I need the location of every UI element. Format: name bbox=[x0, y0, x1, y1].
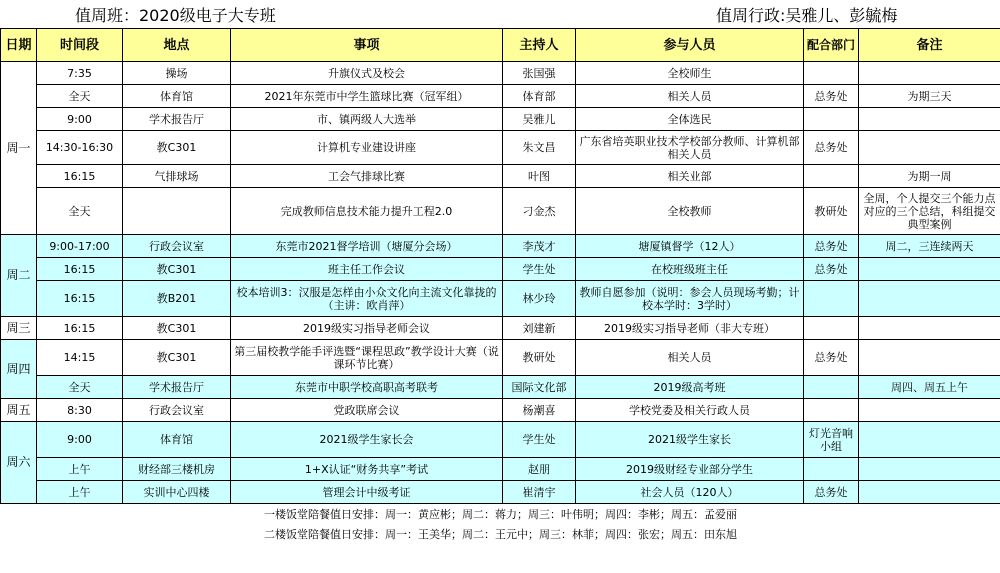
table-row bbox=[1, 458, 1000, 481]
time-cell: 全天 bbox=[37, 376, 123, 399]
dept-cell: 教研处 bbox=[804, 188, 859, 235]
header-bar bbox=[0, 0, 1000, 28]
table-row bbox=[1, 422, 1000, 458]
dept-cell bbox=[804, 458, 859, 481]
people-cell: 相关人员 bbox=[576, 85, 804, 108]
col-header-date: 日期 bbox=[1, 29, 37, 62]
dept-cell: 总务处 bbox=[804, 258, 859, 281]
place-cell: 行政会议室 bbox=[123, 399, 231, 422]
host-cell: 杨潮喜 bbox=[503, 399, 576, 422]
note-cell bbox=[859, 458, 1000, 481]
place-cell: 教C301 bbox=[123, 317, 231, 340]
time-cell: 全天 bbox=[37, 188, 123, 235]
people-cell: 在校班级班主任 bbox=[576, 258, 804, 281]
duty-admin-label: 值周行政:吴雅儿、彭毓梅 bbox=[716, 6, 898, 25]
item-cell: 计算机专业建设讲座 bbox=[231, 131, 503, 165]
people-cell: 相关人员 bbox=[576, 340, 804, 376]
item-cell: 管理会计中级考证 bbox=[231, 481, 503, 504]
schedule-table bbox=[0, 28, 1000, 544]
table-row bbox=[1, 62, 1000, 85]
time-cell: 7:35 bbox=[37, 62, 123, 85]
place-cell: 操场 bbox=[123, 62, 231, 85]
table-row bbox=[1, 235, 1000, 258]
item-cell: 第三届校教学能手评选暨“课程思政”教学设计大赛（说课环节比赛） bbox=[231, 340, 503, 376]
host-cell: 吴雅儿 bbox=[503, 108, 576, 131]
dept-cell: 总务处 bbox=[804, 131, 859, 165]
people-cell: 教师自愿参加（说明：参会人员现场考勤；计校本学时：3学时） bbox=[576, 281, 804, 317]
col-header-place: 地点 bbox=[123, 29, 231, 62]
note-cell bbox=[859, 399, 1000, 422]
note-cell bbox=[859, 481, 1000, 504]
duty-class-label: 值周班：2020级电子大专班 bbox=[75, 6, 276, 25]
place-cell: 教B201 bbox=[123, 281, 231, 317]
people-cell: 2021级学生家长 bbox=[576, 422, 804, 458]
note-cell bbox=[859, 131, 1000, 165]
day-cell: 周六 bbox=[1, 422, 37, 504]
table-row bbox=[1, 131, 1000, 165]
dept-cell bbox=[804, 376, 859, 399]
time-cell: 16:15 bbox=[37, 317, 123, 340]
people-cell: 广东省培英职业技术学校部分教师、计算机部相关人员 bbox=[576, 131, 804, 165]
dept-cell bbox=[804, 399, 859, 422]
people-cell: 学校党委及相关行政人员 bbox=[576, 399, 804, 422]
item-cell: 工会气排球比赛 bbox=[231, 165, 503, 188]
place-cell: 学术报告厅 bbox=[123, 108, 231, 131]
col-header-note: 备注 bbox=[859, 29, 1000, 62]
table-row bbox=[1, 85, 1000, 108]
place-cell: 教C301 bbox=[123, 340, 231, 376]
table-row bbox=[1, 481, 1000, 504]
dept-cell: 灯光音响小组 bbox=[804, 422, 859, 458]
place-cell: 体育馆 bbox=[123, 422, 231, 458]
host-cell: 李茂才 bbox=[503, 235, 576, 258]
item-cell: 1+X认证“财务共享”考试 bbox=[231, 458, 503, 481]
time-cell: 9:00-17:00 bbox=[37, 235, 123, 258]
place-cell: 体育馆 bbox=[123, 85, 231, 108]
host-cell: 教研处 bbox=[503, 340, 576, 376]
time-cell: 9:00 bbox=[37, 108, 123, 131]
item-cell: 党政联席会议 bbox=[231, 399, 503, 422]
host-cell: 林少玲 bbox=[503, 281, 576, 317]
time-cell: 全天 bbox=[37, 85, 123, 108]
table-row bbox=[1, 376, 1000, 399]
item-cell: 2021级学生家长会 bbox=[231, 422, 503, 458]
place-cell: 行政会议室 bbox=[123, 235, 231, 258]
people-cell: 全校师生 bbox=[576, 62, 804, 85]
time-cell: 16:15 bbox=[37, 281, 123, 317]
item-cell: 2021年东莞市中学生篮球比赛（冠军组） bbox=[231, 85, 503, 108]
time-cell: 16:15 bbox=[37, 258, 123, 281]
place-cell bbox=[123, 188, 231, 235]
dept-cell: 总务处 bbox=[804, 340, 859, 376]
people-cell: 社会人员（120人） bbox=[576, 481, 804, 504]
col-header-people: 参与人员 bbox=[576, 29, 804, 62]
host-cell: 叶图 bbox=[503, 165, 576, 188]
note-cell: 全周，个人提交三个能力点对应的三个总结，科组提交典型案例 bbox=[859, 188, 1000, 235]
people-cell: 相关业部 bbox=[576, 165, 804, 188]
table-header-row bbox=[1, 29, 1000, 62]
dept-cell: 总务处 bbox=[804, 85, 859, 108]
canteen-floor1-duty: 一楼饭堂陪餐值日安排：周一：黄应彬；周二：蒋力；周三：叶伟明；周四：李彬；周五：孟爱丽 bbox=[1, 504, 1000, 525]
dept-cell bbox=[804, 281, 859, 317]
host-cell: 崔清宇 bbox=[503, 481, 576, 504]
people-cell: 2019级财经专业部分学生 bbox=[576, 458, 804, 481]
time-cell: 14:15 bbox=[37, 340, 123, 376]
note-cell: 为期三天 bbox=[859, 85, 1000, 108]
dept-cell: 总务处 bbox=[804, 235, 859, 258]
item-cell: 东莞市2021督学培训（塘厦分会场） bbox=[231, 235, 503, 258]
place-cell: 财经部三楼机房 bbox=[123, 458, 231, 481]
note-cell bbox=[859, 281, 1000, 317]
host-cell: 张国强 bbox=[503, 62, 576, 85]
item-cell: 班主任工作会议 bbox=[231, 258, 503, 281]
host-cell: 刘建新 bbox=[503, 317, 576, 340]
place-cell: 实训中心四楼 bbox=[123, 481, 231, 504]
people-cell: 2019级高考班 bbox=[576, 376, 804, 399]
table-row bbox=[1, 340, 1000, 376]
col-header-host: 主持人 bbox=[503, 29, 576, 62]
day-cell: 周三 bbox=[1, 317, 37, 340]
table-row bbox=[1, 188, 1000, 235]
day-cell: 周二 bbox=[1, 235, 37, 317]
place-cell: 气排球场 bbox=[123, 165, 231, 188]
host-cell: 体育部 bbox=[503, 85, 576, 108]
note-cell: 周四、周五上午 bbox=[859, 376, 1000, 399]
host-cell: 学生处 bbox=[503, 258, 576, 281]
day-cell: 周五 bbox=[1, 399, 37, 422]
item-cell: 2019级实习指导老师会议 bbox=[231, 317, 503, 340]
host-cell: 学生处 bbox=[503, 422, 576, 458]
place-cell: 学术报告厅 bbox=[123, 376, 231, 399]
dept-cell bbox=[804, 108, 859, 131]
place-cell: 教C301 bbox=[123, 258, 231, 281]
note-cell bbox=[859, 108, 1000, 131]
note-cell: 周二，三连续两天 bbox=[859, 235, 1000, 258]
canteen-floor2-duty: 二楼饭堂陪餐值日安排：周一：王美华；周二：王元中；周三：林菲；周四：张宏；周五：田东旭 bbox=[1, 524, 1000, 544]
dept-cell bbox=[804, 62, 859, 85]
item-cell: 市、镇两级人大选举 bbox=[231, 108, 503, 131]
host-cell: 刁金杰 bbox=[503, 188, 576, 235]
table-row bbox=[1, 108, 1000, 131]
col-header-time: 时间段 bbox=[37, 29, 123, 62]
people-cell: 2019级实习指导老师（非大专班） bbox=[576, 317, 804, 340]
item-cell: 校本培训3：汉服是怎样由小众文化向主流文化靠拢的（主讲：欧肖萍） bbox=[231, 281, 503, 317]
time-cell: 上午 bbox=[37, 481, 123, 504]
note-cell bbox=[859, 62, 1000, 85]
col-header-dept: 配合部门 bbox=[804, 29, 859, 62]
people-cell: 塘厦镇督学（12人） bbox=[576, 235, 804, 258]
table-row bbox=[1, 281, 1000, 317]
time-cell: 9:00 bbox=[37, 422, 123, 458]
table-row bbox=[1, 258, 1000, 281]
dept-cell bbox=[804, 165, 859, 188]
people-cell: 全体选民 bbox=[576, 108, 804, 131]
people-cell: 全校教师 bbox=[576, 188, 804, 235]
time-cell: 上午 bbox=[37, 458, 123, 481]
day-cell: 周一 bbox=[1, 62, 37, 235]
dept-cell bbox=[804, 317, 859, 340]
note-cell bbox=[859, 258, 1000, 281]
dept-cell: 总务处 bbox=[804, 481, 859, 504]
footer-row bbox=[1, 504, 1000, 525]
col-header-item: 事项 bbox=[231, 29, 503, 62]
item-cell: 东莞市中职学校高职高考联考 bbox=[231, 376, 503, 399]
note-cell bbox=[859, 422, 1000, 458]
host-cell: 朱文昌 bbox=[503, 131, 576, 165]
note-cell bbox=[859, 340, 1000, 376]
table-row bbox=[1, 317, 1000, 340]
day-cell: 周四 bbox=[1, 340, 37, 399]
table-row bbox=[1, 165, 1000, 188]
table-row bbox=[1, 399, 1000, 422]
item-cell: 升旗仪式及校会 bbox=[231, 62, 503, 85]
host-cell: 国际文化部 bbox=[503, 376, 576, 399]
time-cell: 16:15 bbox=[37, 165, 123, 188]
host-cell: 赵朋 bbox=[503, 458, 576, 481]
footer-row bbox=[1, 524, 1000, 544]
time-cell: 14:30-16:30 bbox=[37, 131, 123, 165]
note-cell: 为期一周 bbox=[859, 165, 1000, 188]
item-cell: 完成教师信息技术能力提升工程2.0 bbox=[231, 188, 503, 235]
place-cell: 教C301 bbox=[123, 131, 231, 165]
note-cell bbox=[859, 317, 1000, 340]
time-cell: 8:30 bbox=[37, 399, 123, 422]
